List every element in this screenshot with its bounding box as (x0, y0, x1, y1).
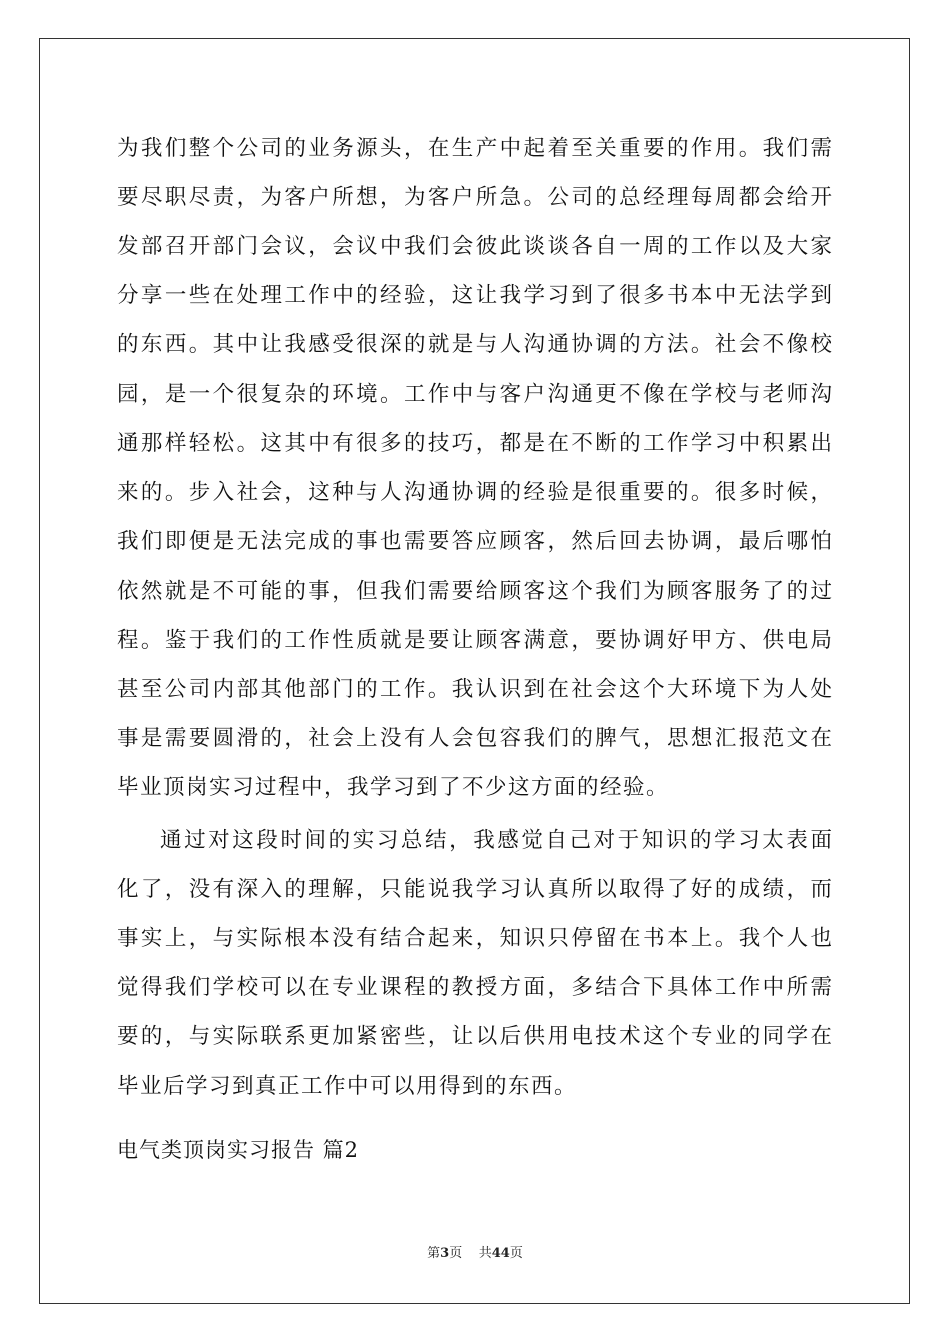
text-line: 甚至公司内部其他部门的工作。我认识到在社会这个大环境下为人处 (117, 677, 832, 702)
text-line: 通那样轻松。这其中有很多的技巧，都是在不断的工作学习中积累出 (117, 431, 832, 456)
total-prefix: 共 (478, 1246, 492, 1261)
text-line: 我们即便是无法完成的事也需要答应顾客，然后回去协调，最后哪怕 (117, 529, 832, 554)
section-heading: 电气类顶岗实习报告 篇2 (117, 1138, 360, 1162)
text-line: 通过对这段时间的实习总结，我感觉自己对于知识的学习太表面 (160, 828, 832, 853)
text-line: 要的，与实际联系更加紧密些，让以后供用电技术这个专业的同学在 (117, 1024, 832, 1049)
text-line: 来的。步入社会，这种与人沟通协调的经验是很重要的。很多时候， (117, 480, 832, 505)
page-number: 3 (440, 1246, 450, 1261)
text-line: 事是需要圆滑的，社会上没有人会包容我们的脾气，思想汇报范文在 (117, 726, 832, 751)
text-line: 园，是一个很复杂的环境。工作中与客户沟通更不像在学校与老师沟 (117, 382, 832, 407)
page-suffix: 页 (449, 1246, 463, 1261)
text-line: 毕业顶岗实习过程中，我学习到了不少这方面的经验。 (117, 775, 670, 800)
text-line: 为我们整个公司的业务源头，在生产中起着至关重要的作用。我们需 (117, 136, 832, 161)
text-line: 化了，没有深入的理解，只能说我学习认真所以取得了好的成绩，而 (117, 877, 832, 902)
page-prefix: 第 (427, 1246, 441, 1261)
text-line: 程。鉴于我们的工作性质就是要让顾客满意，要协调好甲方、供电局 (117, 628, 832, 653)
page-footer (0, 1245, 950, 1263)
text-line: 觉得我们学校可以在专业课程的教授方面，多结合下具体工作中所需 (117, 975, 832, 1000)
total-suffix: 页 (509, 1246, 523, 1261)
text-line: 毕业后学习到真正工作中可以用得到的东西。 (117, 1074, 578, 1099)
text-line: 发部召开部门会议，会议中我们会彼此谈谈各自一周的工作以及大家 (117, 234, 832, 259)
page-border (39, 38, 910, 1304)
text-line: 分享一些在处理工作中的经验，这让我学习到了很多书本中无法学到 (117, 283, 832, 308)
text-line: 事实上，与实际根本没有结合起来，知识只停留在书本上。我个人也 (117, 926, 832, 951)
text-line: 的东西。其中让我感受很深的就是与人沟通协调的方法。社会不像校 (117, 332, 832, 357)
text-line: 依然就是不可能的事，但我们需要给顾客这个我们为顾客服务了的过 (117, 579, 832, 604)
text-line: 要尽职尽责，为客户所想，为客户所急。公司的总经理每周都会给开 (117, 185, 832, 210)
total-pages: 44 (491, 1246, 510, 1261)
